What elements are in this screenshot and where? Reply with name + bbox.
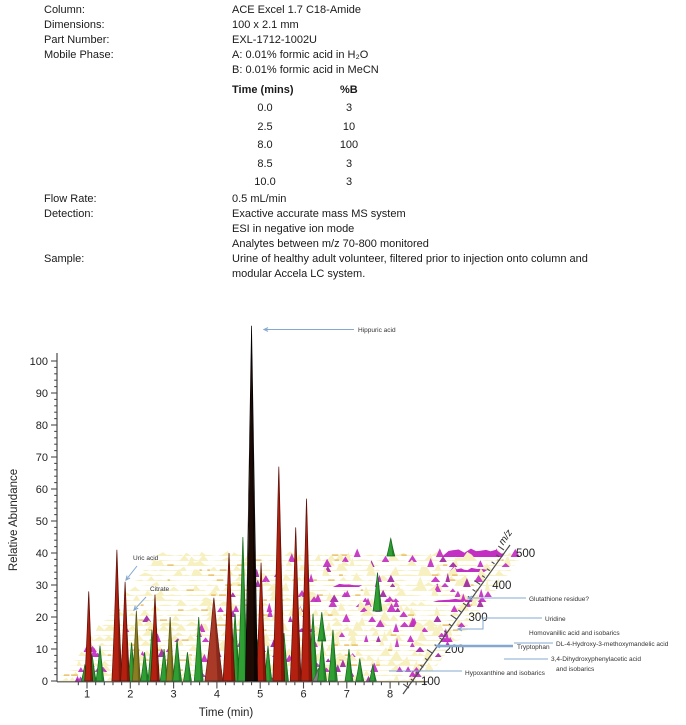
y-tick-label: 90 xyxy=(35,387,48,400)
y-tick-label: 40 xyxy=(35,547,48,560)
gradient-percent-b-cell: 10 xyxy=(342,120,356,133)
spec-value: B: 0.01% formic acid in MeCN xyxy=(232,64,379,76)
z-tick-label: 200 xyxy=(444,644,464,656)
y-tick-label: 20 xyxy=(35,611,48,624)
x-tick-label: 2 xyxy=(127,688,134,701)
x-tick-label: 8 xyxy=(387,688,394,701)
x-tick-label: 7 xyxy=(343,688,350,701)
spec-label: Detection: xyxy=(44,207,94,220)
z-tick-label: 300 xyxy=(468,612,488,624)
spec-value: Exactive accurate mass MS system xyxy=(232,207,406,220)
peak-annotation: 3,4-Dihydroxyphenylacetic acid xyxy=(551,656,641,663)
gradient-percent-b-cell: 100 xyxy=(339,139,359,151)
x-axis-title: Time (min) xyxy=(198,707,254,719)
spec-label: Dimensions: xyxy=(44,19,105,31)
peak-annotation: and isobarics xyxy=(556,666,595,673)
y-tick-label: 100 xyxy=(29,355,48,368)
spec-label: Column: xyxy=(44,4,85,16)
y-tick-label: 10 xyxy=(35,643,48,656)
peak-annotation: Hippuric acid xyxy=(358,327,396,334)
spec-value: EXL-1712-1002U xyxy=(232,34,318,46)
x-tick-label: 5 xyxy=(257,688,264,701)
peak-annotation: Citrate xyxy=(150,586,170,593)
spec-value: Urine of healthy adult volunteer, filtered prior to injection onto column and xyxy=(232,252,588,265)
y-tick-label: 80 xyxy=(35,419,48,432)
annotations xyxy=(126,327,669,677)
peak-annotation: Hypoxanthine and isobarics xyxy=(465,670,545,677)
peak-annotation: Uridine xyxy=(545,616,566,623)
x-tick-label: 4 xyxy=(213,688,220,701)
y-tick-label: 30 xyxy=(35,579,48,592)
z-tick-label: 100 xyxy=(421,676,441,688)
gradient-time-cell: 8.0 xyxy=(257,139,273,151)
gradient-header-time: Time (mins) xyxy=(232,84,294,96)
gradient-header-percent-b: %B xyxy=(340,84,358,96)
x-tick-label: 1 xyxy=(83,688,91,701)
peak-annotation: Tryptophan xyxy=(517,644,550,651)
spec-label: Mobile Phase: xyxy=(44,49,114,61)
z-tick-label: 400 xyxy=(492,580,512,592)
spec-value: ACE Excel 1.7 C18-Amide xyxy=(232,4,361,16)
x-tick-label: 6 xyxy=(300,688,307,701)
spec-value: 100 x 2.1 mm xyxy=(232,19,299,31)
gradient-time-cell: 0.0 xyxy=(257,102,273,114)
x-tick-label: 3 xyxy=(170,688,177,701)
gradient-time-cell: 2.5 xyxy=(257,120,273,133)
peak-annotation: DL-4-Hydroxy-3-methoxymandelic acid xyxy=(556,641,669,648)
spec-value: Analytes between m/z 70-800 monitored xyxy=(232,237,429,250)
spec-label: Sample: xyxy=(44,252,85,265)
gradient-time-cell: 8.5 xyxy=(257,157,273,170)
gradient-percent-b-cell: 3 xyxy=(345,157,353,170)
y-tick-label: 60 xyxy=(35,483,48,496)
peak-annotation: Glutathione residue? xyxy=(529,596,589,603)
spec-label: Flow Rate: xyxy=(44,192,97,205)
peak-annotation: Homovanillic acid and isobarics xyxy=(529,630,620,637)
z-tick-label: 500 xyxy=(516,548,536,560)
spec-value: modular Accela LC system. xyxy=(232,267,366,280)
y-tick-label: 70 xyxy=(35,451,48,464)
spec-value: 0.5 mL/min xyxy=(232,192,287,205)
y-axis-title: Relative Abundance xyxy=(8,468,20,572)
gradient-time-cell: 10.0 xyxy=(254,176,276,188)
z-axis-title: m/z xyxy=(496,527,516,548)
peak-annotation: Uric acid xyxy=(133,555,159,562)
gradient-percent-b-cell: 3 xyxy=(345,176,353,188)
leader-line xyxy=(126,566,137,580)
spec-label: Part Number: xyxy=(44,34,110,46)
y-tick-label: 0 xyxy=(41,675,48,688)
spec-value: ESI in negative ion mode xyxy=(232,222,355,235)
gradient-percent-b-cell: 3 xyxy=(345,102,353,114)
y-tick-label: 50 xyxy=(35,515,48,528)
spec-value: A: 0.01% formic acid in H₂O xyxy=(232,49,369,61)
